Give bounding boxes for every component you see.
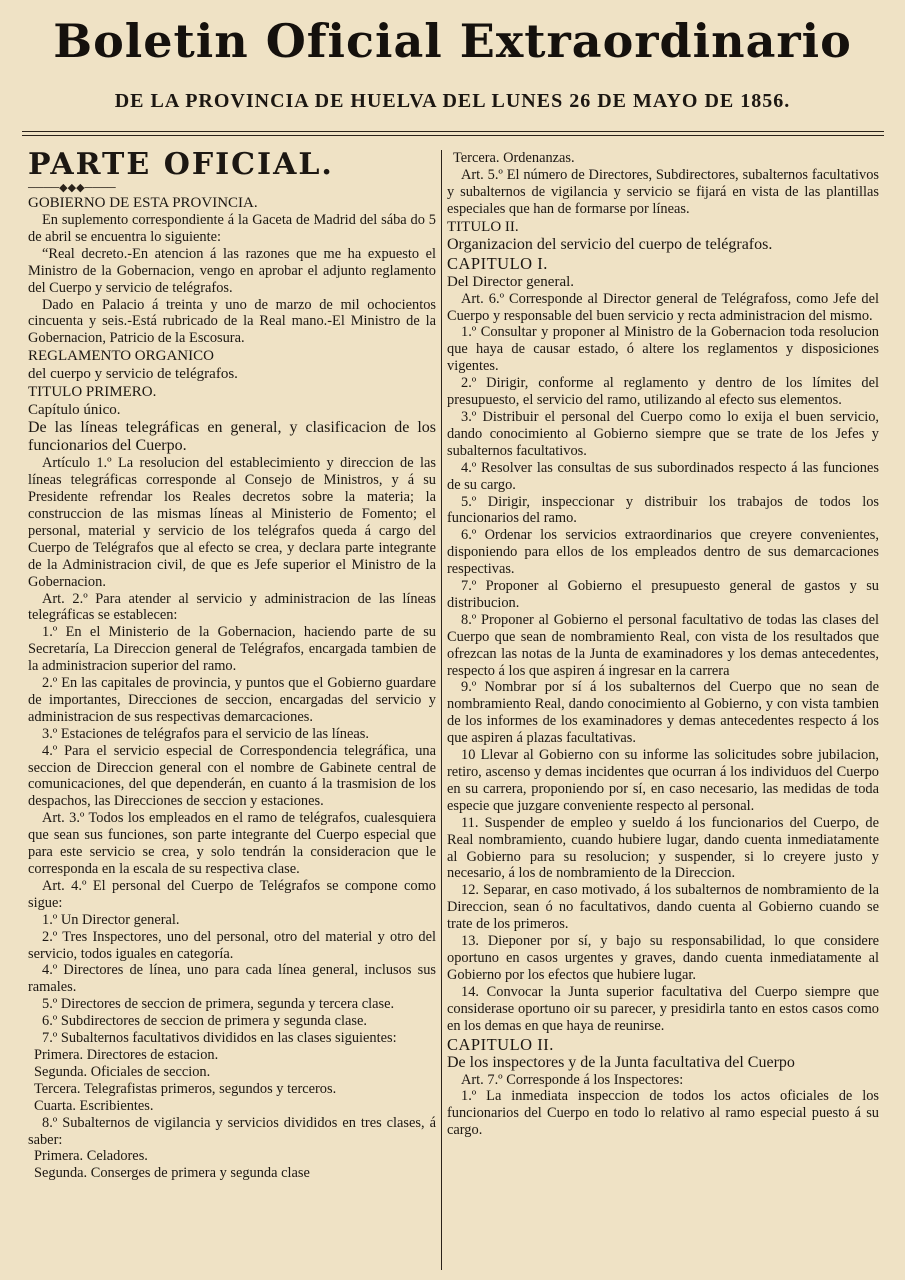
- paragraph: “Real decreto.-En atencion á las razones que me ha expuesto el Ministro de la Gobernacion, vengo en aprobar el adjunto reglamento del Cuerpo y servicio de telégrafos.: [28, 245, 436, 296]
- article-item: 2.º En las capitales de provincia, y puntos que el Gobierno guardare de importantes, Direcciones de seccion, encargadas del servicio y administracion de sus respectivas demarcaciones.: [28, 675, 436, 725]
- article-item: 4.º Directores de línea, uno para cada línea general, inclusos sus ramales.: [28, 962, 436, 996]
- article: Art. 2.º Para atender al servicio y administracion de las líneas telegráficas se establecen:: [28, 590, 436, 624]
- article-item: 5.º Dirigir, inspeccionar y distribuir los trabajos de todos los funcionarios del ramo.: [447, 493, 879, 527]
- ornament-divider: ────◆◆◆────: [28, 182, 116, 194]
- article-item: 1.º Consultar y proponer al Ministro de la Gobernacion toda resolucion que haya de causar estado, ó altere los reglamentos y disposiciones vigentes.: [447, 324, 879, 375]
- gov-heading: GOBIERNO DE ESTA PROVINCIA.: [28, 195, 258, 211]
- class-item: Segunda. Oficiales de seccion.: [34, 1063, 211, 1080]
- article: Art. 4.º El personal del Cuerpo de Telégrafos se compone como sigue:: [28, 877, 436, 911]
- section-heading: Organizacion del servicio del cuerpo de telégrafos.: [447, 235, 773, 253]
- section-title: PARTE OFICIAL.: [28, 147, 334, 182]
- header-rule-thin: [22, 135, 884, 136]
- article-item: 4.º Para el servicio especial de Correspondencia telegráfica, una seccion de Direccion general con el nombre de Gabinete central de comunicaciones, del que dependerán, en cuanto á la trasmision de los despachos, las Direcciones de seccion y estaciones.: [28, 742, 436, 810]
- article-item: 14. Convocar la Junta superior facultativa del Cuerpo siempre que considerase oportuno oir su parecer, y presidirla tanto en estos casos como en los demas en que haya de reunirse.: [447, 983, 879, 1034]
- titulo-heading: TITULO II.: [447, 218, 519, 235]
- capitulo-heading: Capítulo único.: [28, 402, 121, 419]
- article-item: 2.º Dirigir, conforme al reglamento y dentro de los límites del presupuesto, el servicio del ramo, utilizando al efecto sus elementos.: [447, 375, 879, 409]
- capitulo-heading: CAPITULO II.: [447, 1034, 554, 1054]
- article-item: 6.º Subdirectores de seccion de primera y segunda clase.: [42, 1013, 367, 1030]
- article: Art. 5.º El número de Directores, Subdirectores, subalternos facultativos y subalternos de vigilancia y servicio se fijará en vista de las plantillas especiales que han de formarse por líneas.: [447, 166, 879, 217]
- left-column: [28, 148, 436, 1182]
- class-item: Primera. Celadores.: [34, 1148, 148, 1165]
- article: Art. 3.º Todos los empleados en el ramo de telégrafos, cualesquiera que sean sus funciones, son parte integrante del Cuerpo especial que para este servicio se crea, y solo tendrán la consideracion que le corresponda en la escala de su respectiva clase.: [28, 810, 436, 877]
- article-item: 2.º Tres Inspectores, uno del personal, otro del material y otro del servicio, todos iguales en categoría.: [28, 928, 436, 962]
- article-item: 1.º Un Director general.: [42, 911, 180, 928]
- right-column: [447, 150, 879, 1139]
- article-item: 8.º Subalternos de vigilancia y servicios divididos en tres clases, á saber:: [28, 1114, 436, 1148]
- article-item: 3.º Estaciones de telégrafos para el servicio de las líneas.: [42, 725, 369, 742]
- class-item: Tercera. Ordenanzas.: [453, 150, 575, 166]
- article-item: 13. Dieponer por sí, y bajo su responsabilidad, lo que considere oportuno en casos urgentes y graves, dando cuenta inmediatamente al Gobierno por los efectos que hubiere lugar.: [447, 933, 879, 983]
- article-item: 6.º Ordenar los servicios extraordinarios que creyere convenientes, disponiendo para ellos de los empleados dentro de sus demarcaciones respectivas.: [447, 527, 879, 578]
- paragraph: En suplemento correspondiente á la Gaceta de Madrid del sába do 5 de abril se encuentra lo siguiente:: [28, 212, 436, 245]
- section-heading: De los inspectores y de la Junta facultativa del Cuerpo: [447, 1053, 795, 1071]
- masthead-subtitle: DE LA PROVINCIA DE HUELVA DEL LUNES 26 DE MAYO DE 1856.: [114, 90, 791, 112]
- section-heading: De las líneas telegráficas en general, y clasificacion de los funcionarios del Cuerpo.: [28, 419, 436, 455]
- article-item: 1.º La inmediata inspeccion de todos los actos oficiales de los funcionarios del Cuerpo en todo lo relativo al ramo especial puesto á su cargo.: [447, 1088, 879, 1139]
- article-item: 10 Llevar al Gobierno con su informe las solicitudes sobre jubilacion, retiro, ascenso y demas incidentes que ocurran á los individuos del Cuerpo en su carrera, proponiendo por sí, en caso necesario, las medidas de toda especie que juzgare conveniente respecto al personal.: [447, 747, 879, 814]
- class-item: Primera. Directores de estacion.: [34, 1046, 219, 1063]
- article: Artículo 1.º La resolucion del establecimiento y direccion de las líneas telegráficas corresponde al Consejo de Ministros, y á su Presidente refrendar los Reales decretos sobre la materia; la construccion de las mismas líneas al Ministerio de Fomento; el personal, material y servicio de los telégrafos queda á cargo del Cuerpo de Telégrafos que al efecto se crea, y declara parte integrante de la Administracion civil, de que es Jefe superior el Ministro de la Gobernacion.: [28, 455, 436, 590]
- column-divider: [441, 150, 442, 1270]
- header-rule: [22, 131, 884, 132]
- class-item: Segunda. Conserges de primera y segunda clase: [34, 1165, 310, 1182]
- reglamento-heading: REGLAMENTO ORGANICO: [28, 348, 214, 365]
- masthead-title: Boletin Oficial Extraordinario: [53, 14, 852, 68]
- capitulo-heading: CAPITULO I.: [447, 253, 548, 273]
- article: Art. 7.º Corresponde á los Inspectores:: [461, 1071, 684, 1088]
- article-item: 9.º Nombrar por sí á los subalternos del Cuerpo que no sean de nombramiento Real, dando conocimiento al Gobierno, y con vista tambien de los informes de los examinadores y demas antecedentes respecto á los que aspiren á plazas facultativas.: [447, 679, 879, 747]
- reglamento-subheading: del cuerpo y servicio de telégrafos.: [28, 366, 238, 383]
- article-item: 5.º Directores de seccion de primera, segunda y tercera clase.: [42, 996, 395, 1013]
- article-item: 12. Separar, en caso motivado, á los subalternos de nombramiento de la Direccion, sean ó no facultativos, dando cuenta al Gobierno cuando se trate de los primeros.: [447, 882, 879, 933]
- article-item: 7.º Proponer al Gobierno el presupuesto general de gastos y su distribucion.: [447, 578, 879, 611]
- article-item: 7.º Subalternos facultativos divididos en las clases siguientes:: [42, 1030, 397, 1047]
- titulo-heading: TITULO PRIMERO.: [28, 384, 157, 401]
- paragraph: Dado en Palacio á treinta y uno de marzo de mil ochocientos cincuenta y seis.-Está rubricado de la Real mano.-El Ministro de la Gobernacion, Patricio de la Escosura.: [28, 296, 436, 347]
- article: Art. 6.º Corresponde al Director general de Telégrafoss, como Jefe del Cuerpo y responsable del buen servicio y recta administracion del mismo.: [447, 290, 879, 324]
- class-item: Tercera. Telegrafistas primeros, segundos y terceros.: [34, 1080, 337, 1097]
- subsection-heading: Del Director general.: [447, 273, 575, 290]
- article-item: 8.º Proponer al Gobierno el personal facultativo de todas las clases del Cuerpo que sean de nombramiento Real, con vista de los resultados que ofrezcan las notas de la Junta de examinadores y los demas antecedentes, respecto á los que aspiren á ingresar en la carrera: [447, 611, 879, 679]
- class-item: Cuarta. Escribientes.: [34, 1097, 154, 1114]
- article-item: 4.º Resolver las consultas de sus subordinados respecto á las funciones de su cargo.: [447, 459, 879, 493]
- article-item: 11. Suspender de empleo y sueldo á los funcionarios del Cuerpo, de Real nombramiento, cuando hubiere lugar, dando cuenta inmediatamente al Gobierno para su resolucion; y suspender, si lo creyere justo y necesario, á los de nombramiento de la Direccion.: [447, 814, 879, 882]
- article-item: 1.º En el Ministerio de la Gobernacion, haciendo parte de su Secretaría, La Direccion general de Telégrafos, encargada tambien de la administracion superior del ramo.: [28, 624, 436, 675]
- article-item: 3.º Distribuir el personal del Cuerpo como lo exija el buen servicio, dando conocimiento al Gobierno siempre que se trate de los Jefes y subalternos facultativos.: [447, 408, 879, 459]
